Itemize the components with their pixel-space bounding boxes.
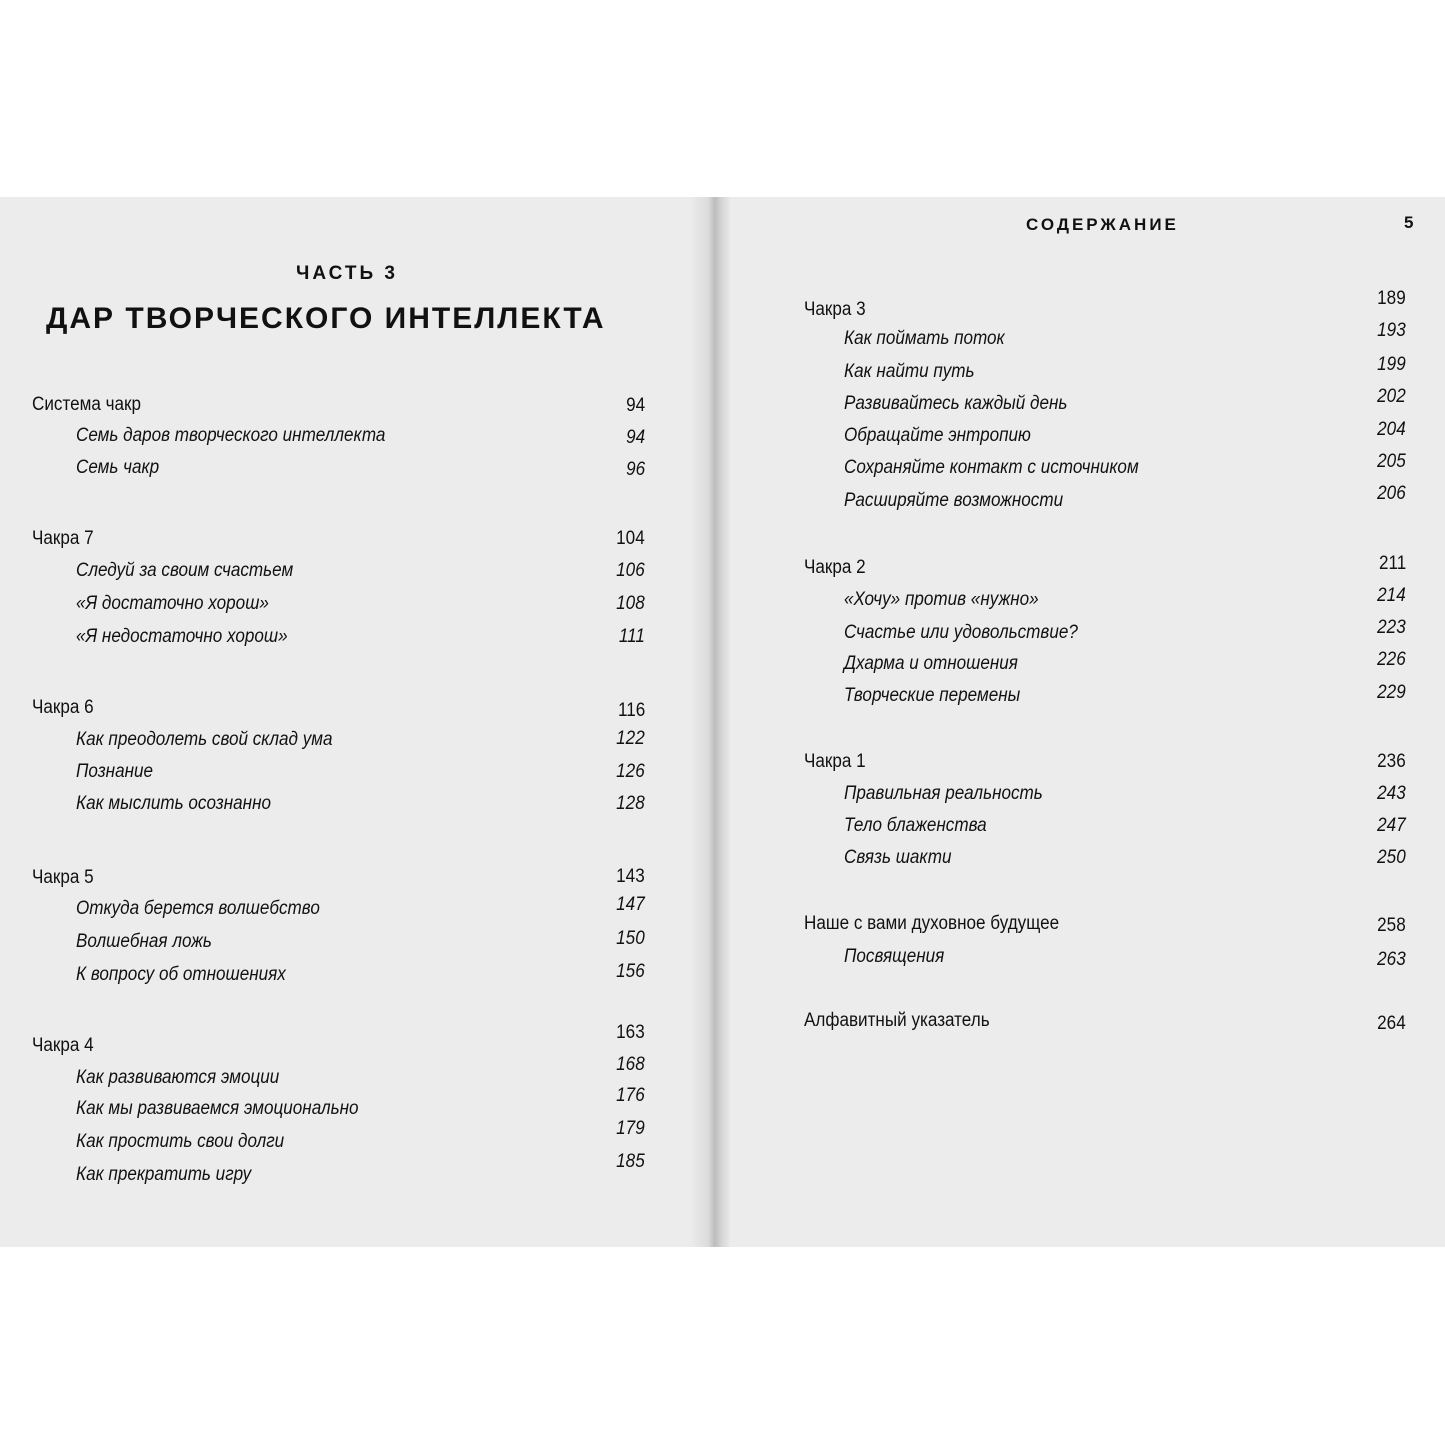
right-toc-entry-page: 263 <box>1377 949 1406 970</box>
right-toc-entry-title: Посвящения <box>844 946 945 967</box>
left-toc-entry-page: 94 <box>625 427 645 448</box>
part-title: ДАР ТВОРЧЕСКОГО ИНТЕЛЛЕКТА <box>46 302 606 335</box>
right-toc-entry-title: Как поймать поток <box>844 328 1005 349</box>
book-spread <box>0 197 1445 1247</box>
right-toc-entry-page: 206 <box>1377 483 1406 504</box>
left-toc-entry-title: Чакра 6 <box>32 697 94 718</box>
right-toc-entry-page: 236 <box>1377 751 1406 772</box>
left-toc-entry-title: Как простить свои долги <box>76 1131 285 1152</box>
left-toc-entry-title: Семь чакр <box>76 457 160 478</box>
left-toc-entry-page: 185 <box>616 1151 645 1172</box>
part-label: ЧАСТЬ 3 <box>296 263 398 284</box>
right-toc-entry-title: Наше с вами духовное будущее <box>804 913 1060 934</box>
left-toc-entry-page: 163 <box>616 1022 645 1043</box>
left-toc-entry-title: Как мы развиваемся эмоционально <box>76 1098 359 1119</box>
right-toc-entry-title: Алфавитный указатель <box>804 1010 990 1031</box>
right-toc-entry-page: 211 <box>1378 553 1406 574</box>
right-toc-entry-title: Тело блаженства <box>844 815 987 836</box>
left-toc-entry-title: Чакра 5 <box>32 867 94 888</box>
right-toc-entry-page: 250 <box>1377 847 1406 868</box>
left-toc-entry-title: Откуда берется волшебство <box>76 898 320 919</box>
page-number: 5 <box>1404 213 1414 232</box>
right-toc-entry-page: 205 <box>1377 451 1406 472</box>
left-toc-entry-page: 168 <box>616 1054 645 1075</box>
right-toc-entry-title: Правильная реальность <box>844 783 1043 804</box>
right-toc-entry-page: 264 <box>1377 1013 1406 1034</box>
left-toc-entry-page: 108 <box>616 593 645 614</box>
left-toc-entry-page: 111 <box>618 626 645 647</box>
left-toc-entry-title: Чакра 7 <box>32 528 94 549</box>
left-toc-entry-page: 128 <box>616 793 645 814</box>
left-toc-entry-page: 143 <box>616 866 645 887</box>
left-toc-entry-title: Чакра 4 <box>32 1035 94 1056</box>
right-toc-entry-title: «Хочу» против «нужно» <box>844 589 1039 610</box>
left-toc-entry-page: 122 <box>616 728 645 749</box>
right-toc-entry-title: Творческие перемены <box>844 685 1021 706</box>
right-toc-entry-page: 204 <box>1377 419 1406 440</box>
left-toc-entry-title: К вопросу об отношениях <box>76 964 286 985</box>
right-toc-entry-page: 258 <box>1377 915 1406 936</box>
right-toc-entry-title: Чакра 2 <box>804 557 866 578</box>
left-toc-entry-page: 116 <box>617 700 645 721</box>
right-toc-entry-page: 223 <box>1377 617 1406 638</box>
left-toc-entry-title: Семь даров творческого интеллекта <box>76 425 386 446</box>
left-page <box>0 197 700 1247</box>
left-toc-entry-title: «Я недостаточно хорош» <box>76 626 288 647</box>
left-toc-entry-page: 150 <box>616 928 645 949</box>
left-toc-entry-page: 106 <box>616 560 645 581</box>
right-toc-entry-page: 214 <box>1377 585 1406 606</box>
left-toc-entry-title: «Я достаточно хорош» <box>76 593 269 614</box>
left-toc-entry-title: Следуй за своим счастьем <box>76 560 294 581</box>
right-toc-entry-page: 199 <box>1377 354 1406 375</box>
right-toc-entry-title: Дхарма и отношения <box>844 653 1018 674</box>
left-toc-entry-page: 94 <box>625 395 645 416</box>
right-toc-entry-title: Как найти путь <box>844 361 975 382</box>
left-toc-entry-title: Как развиваются эмоции <box>76 1067 280 1088</box>
left-toc-entry-title: Как прекратить игру <box>76 1164 252 1185</box>
right-toc-entry-title: Обращайте энтропию <box>844 425 1031 446</box>
right-toc-entry-page: 229 <box>1377 682 1406 703</box>
right-toc-entry-title: Счастье или удовольствие? <box>844 622 1078 643</box>
left-toc-entry-page: 104 <box>616 528 645 549</box>
running-header: СОДЕРЖАНИЕ <box>1026 215 1179 234</box>
left-toc-entry-page: 156 <box>616 961 645 982</box>
right-page <box>720 197 1445 1247</box>
right-toc-entry-title: Развивайтесь каждый день <box>844 393 1068 414</box>
right-toc-entry-page: 247 <box>1377 815 1406 836</box>
left-toc-entry-page: 126 <box>616 761 645 782</box>
right-toc-entry-page: 189 <box>1377 288 1406 309</box>
right-toc-entry-page: 226 <box>1377 649 1406 670</box>
left-toc-entry-page: 96 <box>625 459 645 480</box>
right-toc-entry-title: Расширяйте возможности <box>844 490 1064 511</box>
right-toc-entry-page: 243 <box>1377 783 1406 804</box>
right-toc-entry-page: 202 <box>1377 386 1406 407</box>
right-toc-entry-title: Чакра 3 <box>804 299 866 320</box>
left-toc-entry-page: 176 <box>616 1085 645 1106</box>
left-toc-entry-title: Волшебная ложь <box>76 931 212 952</box>
left-toc-entry-page: 147 <box>616 894 645 915</box>
left-toc-entry-title: Как преодолеть свой склад ума <box>76 729 333 750</box>
left-toc-entry-title: Познание <box>76 761 154 782</box>
right-toc-entry-title: Сохраняйте контакт с источником <box>844 457 1139 478</box>
right-toc-entry-title: Чакра 1 <box>804 751 866 772</box>
right-toc-entry-title: Связь шакти <box>844 847 952 868</box>
left-toc-entry-title: Как мыслить осознанно <box>76 793 271 814</box>
left-toc-entry-page: 179 <box>616 1118 645 1139</box>
right-toc-entry-page: 193 <box>1377 320 1406 341</box>
left-toc-entry-title: Система чакр <box>32 394 142 415</box>
